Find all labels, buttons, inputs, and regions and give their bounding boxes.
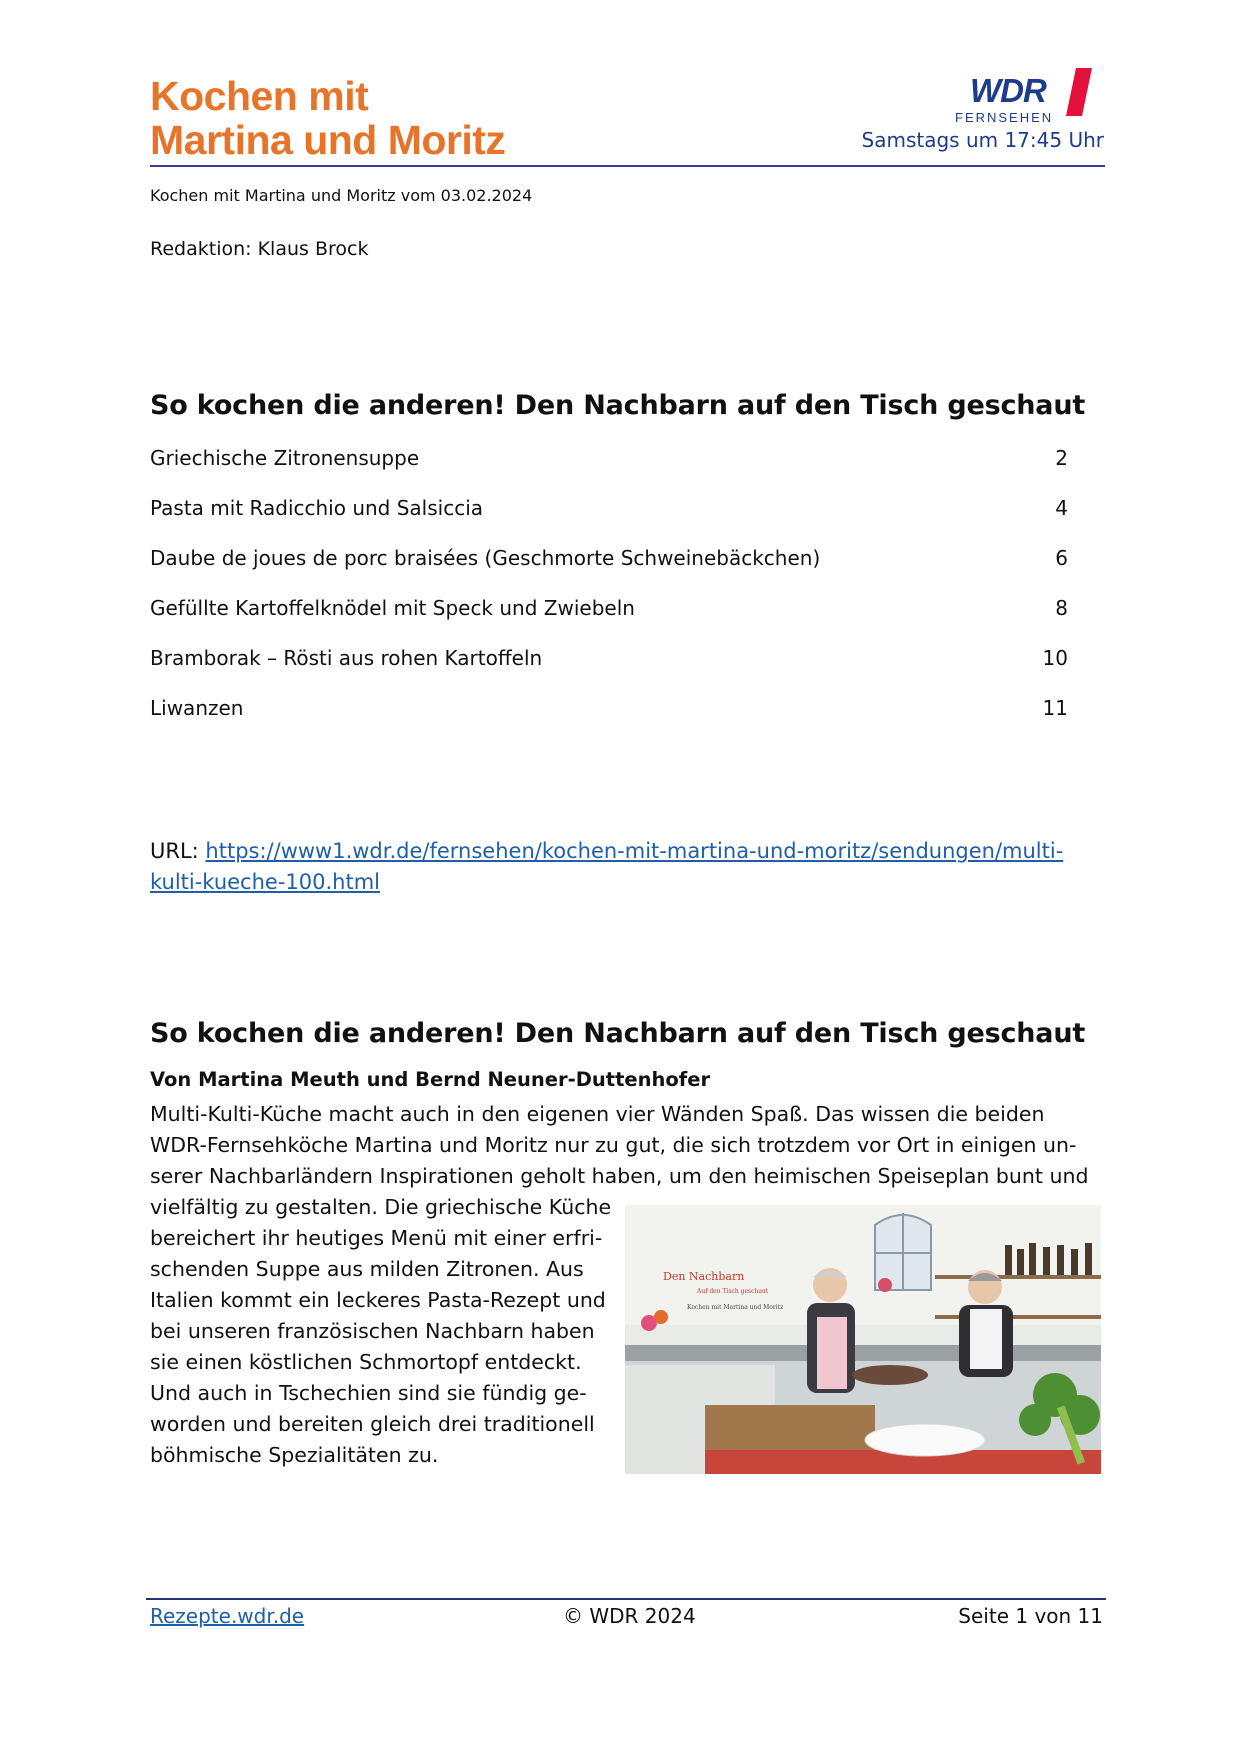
photo-sign-line2: Auf den Tisch geschaut	[697, 1288, 769, 1295]
toc-item-title: Gefüllte Kartoffelknödel mit Speck und Zwiebeln	[150, 596, 635, 620]
airtime: Samstags um 17:45 Uhr	[861, 128, 1104, 152]
kitchen-photo	[625, 1205, 1101, 1474]
table-of-contents	[150, 443, 1068, 743]
toc-item-title: Liwanzen	[150, 696, 244, 720]
url-label: URL:	[150, 839, 206, 863]
episode-line: Kochen mit Martina und Moritz vom 03.02.2024	[150, 186, 533, 205]
editor-line: Redaktion: Klaus Brock	[150, 238, 369, 260]
article-wrapped-text	[150, 1192, 620, 1471]
toc-item-page: 10	[1042, 646, 1068, 670]
wdr-logo-subtitle: FERNSEHEN	[955, 110, 1054, 125]
toc-item-title: Pasta mit Radicchio und Salsiccia	[150, 496, 484, 520]
article-line: worden und bereiten gleich drei traditionell	[150, 1412, 595, 1436]
toc-row[interactable]	[150, 443, 1068, 493]
footer-page-info: Seite 1 von 11	[958, 1604, 1103, 1628]
article-line: Und auch in Tschechien sind sie fündig ge-	[150, 1381, 587, 1405]
article-line: schenden Suppe aus milden Zitronen. Aus	[150, 1257, 584, 1281]
article-line: böhmische Spezialitäten zu.	[150, 1443, 439, 1467]
article-line: Multi-Kulti-Küche macht auch in den eigenen vier Wänden Spaß. Das wissen die beiden	[150, 1102, 1045, 1126]
kitchen-photo-illustration	[625, 1205, 1101, 1474]
toc-item-title: Bramborak – Rösti aus rohen Kartoffeln	[150, 646, 543, 670]
footer-site-link[interactable]: Rezepte.wdr.de	[150, 1604, 305, 1628]
toc-item-page: 4	[1055, 496, 1068, 520]
toc-item-page: 8	[1055, 596, 1068, 620]
toc-row[interactable]	[150, 643, 1068, 693]
toc-item-page: 11	[1042, 696, 1068, 720]
episode-url-line2: kulti-kueche-100.html	[150, 870, 380, 894]
show-title-line2: Martina und Moritz	[150, 117, 506, 163]
toc-row[interactable]	[150, 493, 1068, 543]
wdr-slash-icon	[1066, 68, 1092, 116]
toc-item-page: 2	[1055, 446, 1068, 470]
episode-url-link[interactable]	[150, 839, 1063, 894]
toc-row[interactable]	[150, 693, 1068, 743]
show-title-line1: Kochen mit	[150, 73, 369, 119]
article-line: serer Nachbarländern Inspirationen geholt haben, um den heimischen Speiseplan bunt und	[150, 1164, 1089, 1188]
article-line: Italien kommt ein leckeres Pasta-Rezept und	[150, 1288, 606, 1312]
article-line: sie einen köstlichen Schmortopf entdeckt.	[150, 1350, 582, 1374]
footer-divider	[146, 1598, 1106, 1600]
article-authors: Von Martina Meuth und Bernd Neuner-Duttenhofer	[150, 1068, 711, 1091]
footer-copyright: © WDR 2024	[563, 1604, 696, 1628]
footer-site	[150, 1604, 304, 1628]
article-intro	[150, 1099, 1095, 1192]
toc-row[interactable]	[150, 543, 1068, 593]
toc-item-title: Daube de joues de porc braisées (Geschmorte Schweinebäckchen)	[150, 546, 821, 570]
contents-heading: So kochen die anderen! Den Nachbarn auf den Tisch geschaut	[150, 390, 1086, 421]
article-line: bereichert ihr heutiges Menü mit einer erfri-	[150, 1226, 603, 1250]
episode-url-line1: https://www1.wdr.de/fernsehen/kochen-mit-martina-und-moritz/sendungen/multi-	[205, 839, 1064, 863]
toc-row[interactable]	[150, 593, 1068, 643]
show-title	[150, 74, 505, 162]
photo-sign-line1: Den Nachbarn	[663, 1270, 745, 1283]
article-line: WDR-Fernsehköche Martina und Moritz nur zu gut, die sich trotzdem vor Ort in einigen un-	[150, 1133, 1077, 1157]
header-divider	[150, 165, 1105, 167]
url-block	[150, 836, 1070, 898]
toc-item-title: Griechische Zitronensuppe	[150, 446, 420, 470]
article-line: vielfältig zu gestalten. Die griechische Küche	[150, 1195, 612, 1219]
article-heading: So kochen die anderen! Den Nachbarn auf den Tisch geschaut	[150, 1018, 1086, 1049]
wdr-logo-text: WDR	[970, 72, 1046, 109]
toc-item-page: 6	[1055, 546, 1068, 570]
article-line: bei unseren französischen Nachbarn haben	[150, 1319, 595, 1343]
photo-sign-line3: Kochen mit Martina und Moritz	[687, 1304, 784, 1311]
